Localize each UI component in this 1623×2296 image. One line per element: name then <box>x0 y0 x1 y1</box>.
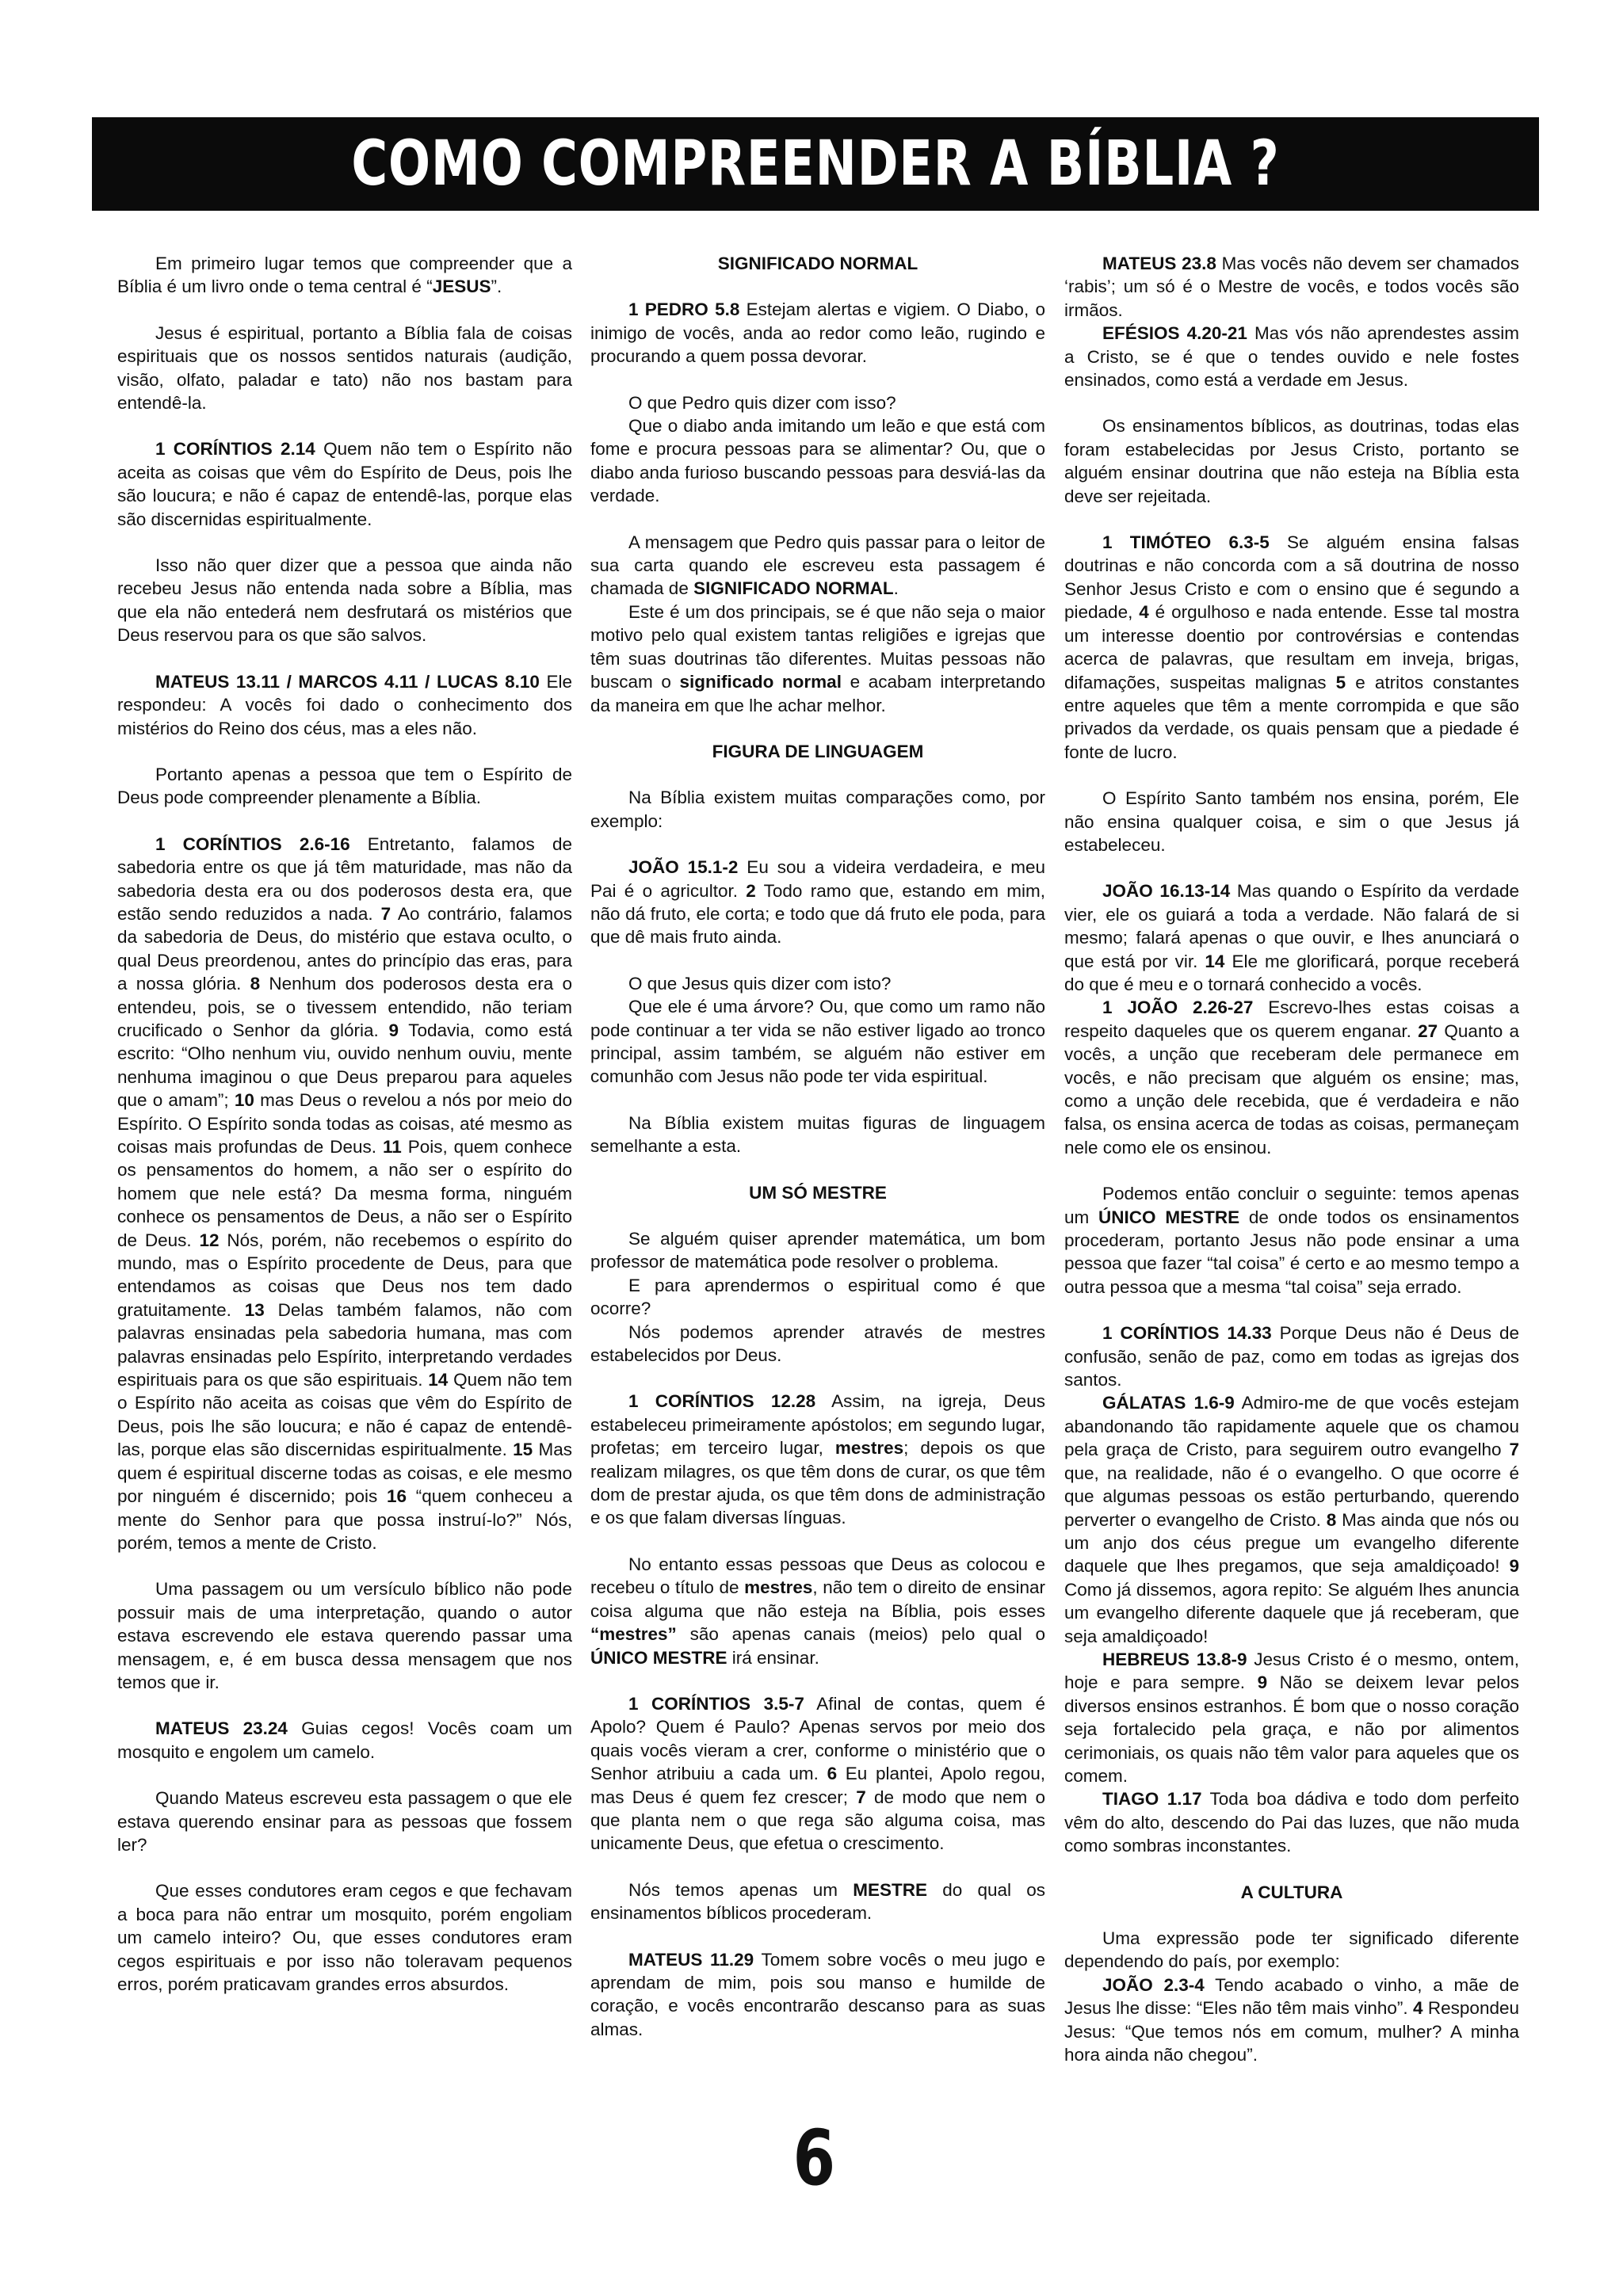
bible-reference: EFÉSIOS 4.20-21 <box>1102 323 1247 344</box>
bible-reference: 13 <box>244 1299 265 1320</box>
paragraph: MATEUS 11.29 Tomem sobre vocês o meu jugo e aprendam de mim, pois sou manso e humilde de coração, e vocês encontrarão descanso para as suas almas. <box>590 1949 1045 2039</box>
paragraph: GÁLATAS 1.6-9 Admiro-me de que vocês estejam abandonando tão rapidamente aquele que os chamou pela graça de Cristo, para seguirem outro evangelho 7 que, na realidade, não é o evangelho. O que ocorre é que algumas pessoas os estão perturbando, querendo perverter o evangelho de Cristo. 8 Mas ainda que nós ou um anjo dos céus pregue um evangelho diferente daquele que lhes pregamos, que seja amaldiçoado! 9 Como já dissemos, agora repito: Se alguém lhes anuncia um evangelho diferente daquele que já receberam, que seja amaldiçoado! <box>1064 1393 1519 1646</box>
paragraph: O que Pedro quis dizer com isso? <box>628 392 896 413</box>
paragraph: A mensagem que Pedro quis passar para o leitor de sua carta quando ele escreveu esta passagem é chamada de SIGNIFICADO NORMAL. <box>590 532 1045 599</box>
bible-reference: 8 <box>1326 1509 1337 1530</box>
bible-reference: 11 <box>382 1137 402 1157</box>
paragraph: MATEUS 23.24 Guias cegos! Vocês coam um mosquito e engolem um camelo. <box>117 1718 572 1762</box>
bible-reference: 12 <box>199 1230 220 1250</box>
paragraph: No entanto essas pessoas que Deus as colocou e recebeu o título de mestres, não tem o direito de ensinar coisa alguma que não esteja na Bíblia, pois esses “mestres” são apenas canais (meios) pelo qual o ÚNICO MESTRE irá ensinar. <box>590 1554 1045 1668</box>
paragraph: JOÃO 15.1-2 Eu sou a videira verdadeira, e meu Pai é o agricultor. 2 Todo ramo que, estando em mim, não dá fruto, ele corta; e todo que dá fruto ele poda, para que dê mais fruto ainda. <box>590 857 1045 948</box>
bible-reference: MATEUS 23.24 <box>155 1718 288 1739</box>
paragraph: O que Jesus quis dizer com isto? <box>628 973 892 994</box>
paragraph: Em primeiro lugar temos que compreender que a Bíblia é um livro onde o tema central é “JESUS”. <box>117 254 572 297</box>
bible-reference: 2 <box>746 880 756 901</box>
bible-reference: ÚNICO MESTRE <box>1098 1207 1240 1227</box>
bible-reference: MESTRE <box>853 1879 927 1900</box>
bible-reference: 7 <box>1509 1440 1519 1460</box>
paragraph: HEBREUS 13.8-9 Jesus Cristo é o mesmo, ontem, hoje e para sempre. 9 Não se deixem levar pelos diversos ensinos estranhos. É bom que o nosso coração seja fortalecido pela graça, e não por alimentos cerimoniais, os quais não têm valor para aqueles que os comem. <box>1064 1649 1519 1786</box>
bible-reference: 6 <box>827 1764 838 1784</box>
paragraph: Quando Mateus escreveu esta passagem o que ele estava querendo ensinar para as pessoas que fossem ler? <box>117 1788 572 1855</box>
bible-reference: 1 PEDRO 5.8 <box>628 299 740 320</box>
paragraph: Se alguém quiser aprender matemática, um bom professor de matemática pode resolver o problema. <box>590 1229 1045 1272</box>
text-column-2 <box>590 252 1045 2041</box>
bible-reference: JESUS <box>432 277 491 297</box>
bible-reference: 9 <box>1509 1556 1519 1577</box>
paragraph: MATEUS 23.8 Mas vocês não devem ser chamados ‘rabis’; um só é o Mestre de vocês, e todos vocês são irmãos. <box>1064 254 1519 320</box>
bible-reference: mestres <box>834 1438 904 1459</box>
bible-reference: TIAGO 1.17 <box>1102 1789 1202 1810</box>
paragraph: Na Bíblia existem muitas figuras de linguagem semelhante a esta. <box>590 1112 1045 1157</box>
paragraph: Uma passagem ou um versículo bíblico não pode possuir mais de uma interpretação, quando o autor estava escrevendo ele estava querendo passar uma mensagem, e, é em busca dessa mensagem que nos temos que ir. <box>117 1579 572 1692</box>
paragraph: EFÉSIOS 4.20-21 Mas vós não aprendestes assim a Cristo, se é que o tendes ouvido e nele fostes ensinados, como está a verdade em Jesus. <box>1064 323 1519 391</box>
bible-reference: 1 CORÍNTIOS 3.5-7 <box>628 1693 804 1714</box>
paragraph: 1 PEDRO 5.8 Estejam alertas e vigiem. O Diabo, o inimigo de vocês, anda ao redor como leão, rugindo e procurando a quem possa devorar. <box>590 299 1045 367</box>
bible-reference: JOÃO 16.13-14 <box>1102 881 1231 902</box>
bible-reference: 4 <box>1139 602 1149 623</box>
bible-reference: 14 <box>428 1370 449 1390</box>
bible-reference: GÁLATAS 1.6-9 <box>1102 1393 1235 1413</box>
paragraph: Nós podemos aprender através de mestres estabelecidos por Deus. <box>590 1322 1045 1366</box>
bible-reference: 27 <box>1418 1020 1438 1041</box>
bible-reference: 5 <box>1335 672 1346 692</box>
bible-reference: 9 <box>1257 1672 1268 1693</box>
paragraph: Portanto apenas a pessoa que tem o Espírito de Deus pode compreender plenamente a Bíblia. <box>117 764 572 808</box>
paragraph: Este é um dos principais, se é que não seja o maior motivo pelo qual existem tantas religiões e igrejas que têm suas doutrinas tão diferentes. Muitas pessoas não buscam o significado normal e acabam interpretando da maneira em que lhe achar melhor. <box>590 601 1045 715</box>
section-heading: FIGURA DE LINGUAGEM <box>712 741 924 761</box>
bible-reference: 1 CORÍNTIOS 2.6-16 <box>155 833 350 854</box>
paragraph: Os ensinamentos bíblicos, as doutrinas, todas elas foram estabelecidas por Jesus Cristo, portanto se alguém ensinar doutrina que não esteja na Bíblia esta deve ser rejeitada. <box>1064 416 1519 506</box>
bible-reference: 4 <box>1413 1998 1423 2019</box>
paragraph: Que ele é uma árvore? Ou, que como um ramo não pode continuar a ter vida se não estiver ligado ao tronco principal, assim também, se alguém não estiver em comunhão com Jesus não pode ter vida espiritual. <box>590 997 1045 1087</box>
paragraph: 1 JOÃO 2.26-27 Escrevo-lhes estas coisas a respeito daqueles que os querem enganar. 27 Quanto a vocês, a unção que receberam dele permanece em vocês, e não precisam que alguém os ensine; mas, como a unção dele recebida, que é verdadeira e não falsa, os ensina acerca de todas as coisas, permaneçam nele como ele os ensinou. <box>1064 997 1519 1158</box>
title-banner <box>92 117 1539 211</box>
bible-reference: MATEUS 11.29 <box>628 1949 754 1970</box>
bible-reference: 7 <box>856 1787 866 1807</box>
paragraph: 1 CORÍNTIOS 3.5-7 Afinal de contas, quem é Apolo? Quem é Paulo? Apenas servos por meio dos quais vocês vieram a crer, conforme o ministério que o Senhor atribuiu a cada um. 6 Eu plantei, Apolo regou, mas Deus é quem fez crescer; 7 de modo que nem o que planta nem o que rega são alguma coisa, mas unicamente Deus, que efetua o crescimento. <box>590 1693 1045 1854</box>
bible-reference: 16 <box>386 1486 407 1507</box>
paragraph: Que o diabo anda imitando um leão e que está com fome e procura pessoas para se alimentar? Ou, que o diabo anda furioso buscando pessoas para desviá-las da verdade. <box>590 416 1045 506</box>
section-heading: A CULTURA <box>1240 1882 1343 1902</box>
bible-reference: 1 CORÍNTIOS 12.28 <box>628 1391 816 1412</box>
bible-reference: SIGNIFICADO NORMAL <box>693 578 894 599</box>
paragraph: Nós temos apenas um MESTRE do qual os ensinamentos bíblicos procederam. <box>590 1879 1045 1924</box>
section-heading: UM SÓ MESTRE <box>749 1182 887 1203</box>
bible-reference: 1 JOÃO 2.26-27 <box>1102 997 1254 1018</box>
bible-reference: JOÃO 15.1-2 <box>628 857 739 878</box>
bible-reference: 1 CORÍNTIOS 2.14 <box>155 439 315 460</box>
bible-reference: mestres <box>744 1577 813 1598</box>
bible-reference: significado normal <box>679 672 842 692</box>
paragraph: JOÃO 2.3-4 Tendo acabado o vinho, a mãe de Jesus lhe disse: “Eles não têm mais vinho”. 4 Respondeu Jesus: “Que temos nós em comum, mulher? A minha hora ainda não chegou”. <box>1064 1974 1519 2065</box>
bible-reference: “mestres” <box>590 1624 677 1645</box>
bible-reference: 7 <box>380 903 391 924</box>
paragraph: E para aprendermos o espiritual como é que ocorre? <box>590 1275 1045 1319</box>
text-column-1 <box>117 252 572 1996</box>
bible-reference: 14 <box>1205 951 1225 971</box>
paragraph: 1 CORÍNTIOS 12.28 Assim, na igreja, Deus estabeleceu primeiramente apóstolos; em segundo lugar, profetas; em terceiro lugar, mestres; depois os que realizam milagres, os que têm dons de curar, os que têm dom de prestar ajuda, os que têm dons de administração e os que falam diversas línguas. <box>590 1391 1045 1528</box>
section-heading: SIGNIFICADO NORMAL <box>717 254 918 273</box>
bible-reference: 9 <box>388 1020 399 1040</box>
page-title: COMO COMPREENDER A BÍBLIA ? <box>351 128 1280 200</box>
bible-reference: 15 <box>513 1440 533 1460</box>
paragraph: Uma expressão pode ter significado diferente dependendo do país, por exemplo: <box>1064 1928 1519 1972</box>
paragraph: O Espírito Santo também nos ensina, porém, Ele não ensina qualquer coisa, e sim o que Jesus já estabeleceu. <box>1064 788 1519 855</box>
paragraph: 1 CORÍNTIOS 2.14 Quem não tem o Espírito não aceita as coisas que vêm do Espírito de Deus, pois lhe são loucura; e não é capaz de entendê-las, porque elas são discernidas espiritualmente. <box>117 439 572 529</box>
page-number: 6 <box>792 2114 836 2203</box>
paragraph: Na Bíblia existem muitas comparações como, por exemplo: <box>590 788 1045 831</box>
bible-reference: 8 <box>250 974 261 994</box>
bible-reference: HEBREUS 13.8-9 <box>1102 1649 1247 1669</box>
paragraph: TIAGO 1.17 Toda boa dádiva e todo dom perfeito vêm do alto, descendo do Pai das luzes, que não muda como sombras inconstantes. <box>1064 1789 1520 1856</box>
paragraph: 1 CORÍNTIOS 2.6-16 Entretanto, falamos de sabedoria entre os que já têm maturidade, mas não da sabedoria desta era ou dos poderosos desta era, que estão sendo reduzidos a nada. 7 Ao contrário, falamos da sabedoria de Deus, do mistério que estava oculto, o qual Deus preordenou, antes do princípio das eras, para a nossa glória. 8 Nenhum dos poderosos desta era o entendeu, pois, se o tivessem entendido, não teriam crucificado o Senhor da glória. 9 Todavia, como está escrito: “Olho nenhum viu, ouvido nenhum ouviu, mente nenhuma imaginou o que Deus preparou para aqueles que o amam”; 10 mas Deus o revelou a nós por meio do Espírito. O Espírito sonda todas as coisas, até mesmo as coisas mais profundas de Deus. 11 Pois, quem conhece os pensamentos do homem, a não ser o espírito do homem que nele está? Da mesma forma, ninguém conhece os pensamentos de Deus, a não ser o Espírito de Deus. 12 Nós, porém, não recebemos o espírito do mundo, mas o Espírito procedente de Deus, para que entendamos as coisas que Deus nos tem dado gratuitamente. 13 Delas também falamos, não com palavras ensinadas pela sabedoria humana, mas com palavras ensinadas pelo Espírito, interpretando verdades espirituais para os que são espirituais. 14 Quem não tem o Espírito não aceita as coisas que vêm do Espírito de Deus, pois lhe são loucura; e não é capaz de entendê-las, porque elas são discernidas espiritualmente. 15 Mas quem é espiritual discerne todas as coisas, e ele mesmo por ninguém é discernido; pois 16 “quem conheceu a mente do Senhor para que possa instruí-lo?” Nós, porém, temos a mente de Cristo. <box>117 833 573 1553</box>
bible-reference: MATEUS 23.8 <box>1102 254 1216 273</box>
paragraph: Isso não quer dizer que a pessoa que ainda não recebeu Jesus não entenda nada sobre a Bíblia, mas que ela não entederá nem desfrutará os mistérios que Deus reservou para os que são salvos. <box>117 555 572 646</box>
text-column-3 <box>1064 252 1519 2066</box>
bible-reference: 1 CORÍNTIOS 14.33 <box>1102 1323 1272 1344</box>
bible-reference: MATEUS 13.11 / MARCOS 4.11 / LUCAS 8.10 <box>155 671 540 692</box>
bible-reference: 1 TIMÓTEO 6.3-5 <box>1102 532 1270 553</box>
paragraph: 1 TIMÓTEO 6.3-5 Se alguém ensina falsas doutrinas e não concorda com a sã doutrina de nosso Senhor Jesus Cristo e com o ensino que é segundo a piedade, 4 é orgulhoso e nada entende. Esse tal mostra um interesse doentio por controvérsias e contendas acerca de palavras, que resultam em inveja, brigas, difamações, suspeitas malignas 5 e atritos constantes entre aqueles que têm a mente corrompida e que são privados da verdade, os quais pensam que a piedade é fonte de lucro. <box>1064 532 1519 762</box>
paragraph: Que esses condutores eram cegos e que fechavam a boca para não entrar um mosquito, porém engoliam um camelo inteiro? Ou, que esses condutores eram cegos espirituais e por isso não toleravam pequenos erros, porém praticavam grandes erros absurdos. <box>117 1881 572 1994</box>
paragraph: JOÃO 16.13-14 Mas quando o Espírito da verdade vier, ele os guiará a toda a verdade. Não falará de si mesmo; falará apenas o que ouvir, e lhes anunciará o que está por vir. 14 Ele me glorificará, porque receberá do que é meu e o tornará conhecido a vocês. <box>1064 881 1519 994</box>
paragraph: 1 CORÍNTIOS 14.33 Porque Deus não é Deus de confusão, senão de paz, como em todas as igrejas dos santos. <box>1064 1323 1519 1390</box>
paragraph: Podemos então concluir o seguinte: temos apenas um ÚNICO MESTRE de onde todos os ensinamentos procederam, portanto Jesus não pode ensinar a uma pessoa que fazer “tal coisa” é certo e ao mesmo tempo a outra pessoa que a mesma “tal coisa” seja errado. <box>1064 1184 1519 1297</box>
bible-reference: 10 <box>234 1090 254 1111</box>
bible-reference: ÚNICO MESTRE <box>590 1647 727 1668</box>
bible-reference: JOÃO 2.3-4 <box>1102 1974 1205 1995</box>
paragraph: MATEUS 13.11 / MARCOS 4.11 / LUCAS 8.10 Ele respondeu: A vocês foi dado o conhecimento dos mistérios do Reino dos céus, mas a eles não. <box>117 671 572 738</box>
paragraph: Jesus é espiritual, portanto a Bíblia fala de coisas espirituais que os nossos sentidos naturais (audição, visão, olfato, paladar e tato) não nos bastam para entendê-la. <box>117 322 572 414</box>
